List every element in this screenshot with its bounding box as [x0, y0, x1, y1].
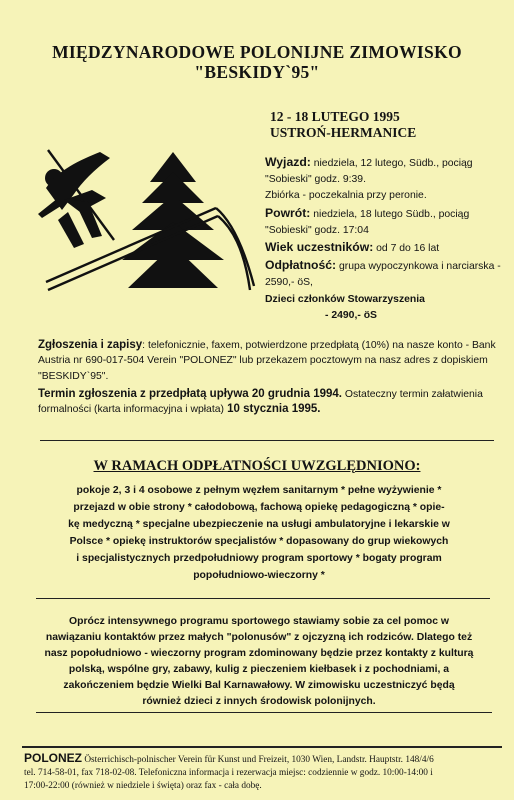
return-row	[265, 205, 510, 239]
title-line-2: "BESKIDY`95"	[194, 62, 320, 82]
departure-text: niedziela, 12 lutego, Südb., pociąg "Sobieski" godz. 9:39.	[265, 158, 473, 186]
included-heading: W RAMACH ODPŁATNOŚCI UWZGLĘDNIONO:	[93, 458, 421, 474]
footer-line-2: tel. 714-58-01, fax 718-02-08. Telefoniczna informacja i rezerwacja miejsc: codziennie w godz. 10:00-14:00 i	[24, 768, 433, 778]
skier-illustration	[18, 140, 258, 295]
age-label: Wiek uczestników:	[265, 240, 374, 255]
footer	[24, 752, 512, 793]
program-line-4: polską, wspólne gry, zabawy, kulig z pieczeniem kiełbasek i z pochodniami, a	[68, 664, 450, 675]
footer-org: POLONEZ	[24, 751, 83, 765]
members-fee-line-1: Dzieci członków Stowarzyszenia	[265, 293, 425, 305]
included-line-3: kę medyczną * specjalne ubezpieczenie na usługi ambulatoryjne i lekarskie w	[68, 519, 450, 530]
deadline-paragraph	[38, 387, 508, 418]
members-fee-line-2: - 2490,- öS	[325, 309, 377, 321]
divider-4	[22, 746, 502, 748]
deadline-label: Termin zgłoszenia z przedpłatą upływa 20 grudnia 1994.	[38, 388, 342, 400]
deadline-date: 10 stycznia 1995.	[223, 403, 321, 416]
title-line-1: MIĘDZYNARODOWE POLONIJNE ZIMOWISKO	[52, 42, 462, 62]
program-line-5: zakończeniem będzie Wielki Bal Karnawałowy. W zimowisku uczestniczyć będą	[63, 680, 455, 691]
return-label: Powrót:	[265, 205, 311, 220]
fee-label: Odpłatność:	[265, 258, 337, 273]
included-line-5: i specjalistycznych przedpołudniowy program sportowy * bogaty program	[76, 553, 442, 564]
program-line-1: Oprócz intensywnego programu sportowego stawiamy sobie za cel pomoc w	[69, 616, 449, 627]
fee-text: grupa wypoczynkowa i narciarska - 2590,- öS,	[265, 261, 501, 289]
program-line-6: również dzieci z innych środowisk polonijnych.	[142, 696, 376, 707]
departure-label: Wyjazd:	[265, 155, 311, 169]
registration-label: Zgłoszenia i zapisy	[38, 339, 143, 351]
program-line-2: nawiązaniu kontaktów przez małych "polonusów" z ojczyzną ich rodziców. Dlatego też	[45, 632, 473, 643]
divider-2	[36, 598, 490, 599]
footer-line-3: 17:00-22:00 (również w niedziele i święta) oraz fax - cała dobę.	[24, 781, 262, 791]
included-list	[14, 482, 504, 584]
fee-row	[265, 257, 510, 291]
included-line-4: Polsce * opiekę instruktorów specjalistów * dopasowany do grup wiekowych	[69, 536, 449, 547]
included-line-6: popołudniowo-wieczorny *	[193, 570, 325, 581]
footer-line-1	[24, 752, 512, 767]
trip-info	[265, 154, 510, 324]
age-text: od 7 do 16 lat	[376, 243, 440, 255]
deadline-text: Ostateczny termin załatwienia formalności (karta informacyjna i wpłata)	[38, 389, 483, 416]
age-row	[265, 239, 510, 257]
meeting-point: Zbiórka - poczekalnia przy peronie.	[265, 190, 427, 202]
event-place: USTROŃ-HERMANICE	[270, 125, 417, 140]
return-text: niedziela, 18 lutego Südb., pociąg "Sobieski" godz. 17:04	[265, 208, 470, 236]
program-line-3: nasz popołudniowo - wieczorny program zdominowany będzie przez kontakty z kulturą	[44, 648, 474, 659]
included-line-1: pokoje 2, 3 i 4 osobowe z pełnym węzłem sanitarnym * pełne wyżywienie *	[76, 485, 442, 496]
program-paragraph	[14, 614, 504, 710]
registration-text: : telefonicznie, faxem, potwierdzone przedpłatą (10%) na nasze konto - Bank Austria nr 690-017-504 Verein "POLONEZ" lub przekazem pocztowym na nasz adres z dopiskiem "BESKIDY`95".	[38, 340, 496, 382]
divider-1	[40, 440, 494, 441]
divider-3	[36, 712, 492, 713]
registration-paragraph	[38, 338, 508, 384]
event-dates: 12 - 18 LUTEGO 1995	[270, 109, 400, 124]
departure-row	[265, 154, 510, 188]
included-line-2: przejazd w obie strony * całodobową, fachową opiekę pedagogiczną * opie-	[73, 502, 445, 513]
footer-org-text: Österrichisch-polnischer Verein für Kunst und Freizeit, 1030 Wien, Landstr. Hauptstr. 148/4/6	[82, 755, 434, 765]
